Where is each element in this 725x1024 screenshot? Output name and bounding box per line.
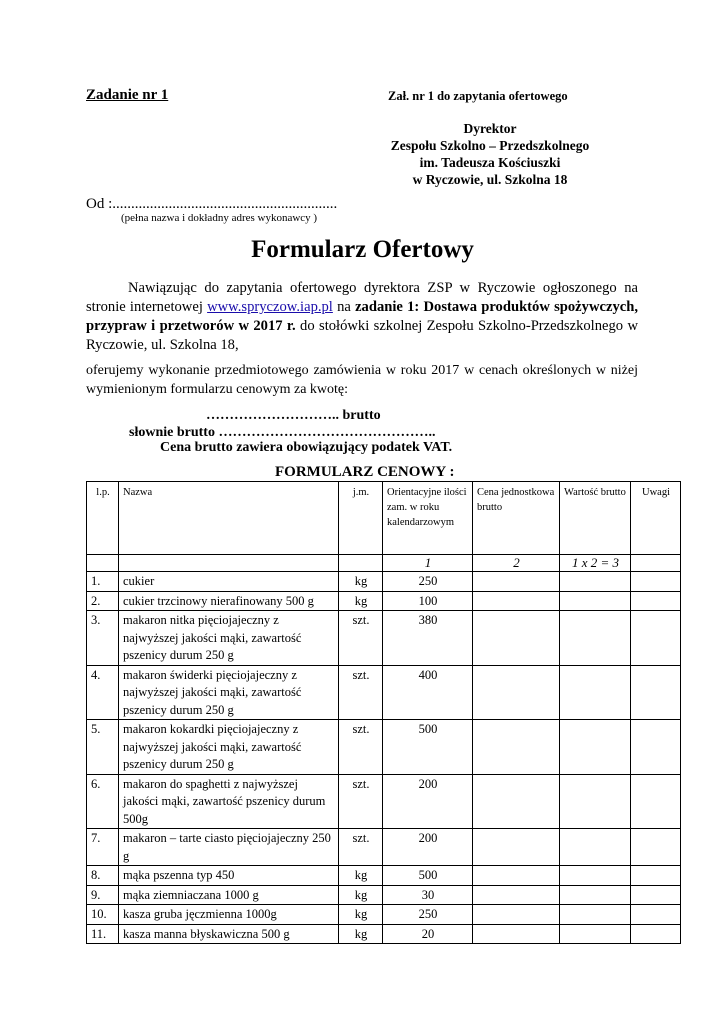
table-row	[87, 774, 681, 829]
amount-brutto: ……………………….. brutto	[206, 408, 381, 423]
row-name: cukier trzcinowy nierafinowany 500 g	[119, 591, 339, 611]
row-notes-input[interactable]	[631, 866, 681, 886]
offer-paragraph: oferujemy wykonanie przedmiotowego zamówienia w roku 2017 w cenach określonych w niżej wymienionym formularzu cenowym za kwotę:	[86, 363, 638, 397]
row-price-input[interactable]	[473, 591, 560, 611]
task-description: zadanie 1: Dostawa produktów spożywczych, przypraw i przetworów w 2017 r.	[86, 299, 638, 334]
row-price-input[interactable]	[473, 774, 560, 829]
row-qty: 20	[383, 924, 473, 944]
row-value-input[interactable]	[560, 665, 631, 720]
row-lp: 10.	[87, 905, 119, 925]
row-value-input[interactable]	[560, 866, 631, 886]
row-lp: 3.	[87, 611, 119, 666]
row-qty: 200	[383, 774, 473, 829]
row-name: makaron nitka pięciojajeczny z najwyższej jakości mąki, zawartość pszenicy durum 250 g	[119, 611, 339, 666]
row-qty: 400	[383, 665, 473, 720]
row-notes-input[interactable]	[631, 924, 681, 944]
from-hint: (pełna nazwa i dokładny adres wykonawcy )	[121, 212, 318, 224]
row-unit: szt.	[339, 774, 383, 829]
row-price-input[interactable]	[473, 924, 560, 944]
page-title: Formularz Ofertowy	[251, 236, 474, 263]
row-value-input[interactable]	[560, 774, 631, 829]
row-name: makaron do spaghetti z najwyższej jakości mąki, zawartość pszenicy durum 500g	[119, 774, 339, 829]
row-name: cukier	[119, 572, 339, 592]
table-row	[87, 905, 681, 925]
index-row	[87, 555, 681, 572]
row-price-input[interactable]	[473, 611, 560, 666]
row-unit: kg	[339, 905, 383, 925]
row-lp: 7.	[87, 829, 119, 866]
recipient-line: im. Tadeusza Kościuszki	[419, 155, 561, 170]
row-unit: kg	[339, 924, 383, 944]
recipient-line: Dyrektor	[463, 121, 517, 136]
header-notes: Uwagi	[631, 482, 681, 555]
table-row	[87, 665, 681, 720]
row-notes-input[interactable]	[631, 720, 681, 775]
header-value: Wartość brutto	[560, 482, 631, 555]
annex-label: Zał. nr 1 do zapytania ofertowego	[388, 89, 568, 103]
index-price: 2	[473, 555, 560, 572]
table-row	[87, 866, 681, 886]
table-row	[87, 924, 681, 944]
row-value-input[interactable]	[560, 572, 631, 592]
row-value-input[interactable]	[560, 924, 631, 944]
row-qty: 380	[383, 611, 473, 666]
table-row	[87, 885, 681, 905]
row-name: makaron kokardki pięciojajeczny z najwyższej jakości mąki, zawartość pszenicy durum 250 g	[119, 720, 339, 775]
task-label: Zadanie nr 1	[86, 87, 169, 103]
intro-text: na	[332, 299, 356, 315]
row-qty: 100	[383, 591, 473, 611]
header-lp: l.p.	[87, 482, 119, 555]
table-row	[87, 829, 681, 866]
row-qty: 500	[383, 720, 473, 775]
row-notes-input[interactable]	[631, 572, 681, 592]
form-title: FORMULARZ CENOWY :	[275, 464, 455, 480]
row-qty: 200	[383, 829, 473, 866]
from-field: Od :............................................................	[86, 196, 338, 212]
row-value-input[interactable]	[560, 591, 631, 611]
row-price-input[interactable]	[473, 885, 560, 905]
index-qty: 1	[383, 555, 473, 572]
row-qty: 250	[383, 905, 473, 925]
row-notes-input[interactable]	[631, 905, 681, 925]
row-notes-input[interactable]	[631, 611, 681, 666]
row-price-input[interactable]	[473, 829, 560, 866]
recipient-line: w Ryczowie, ul. Szkolna 18	[412, 172, 568, 187]
row-value-input[interactable]	[560, 905, 631, 925]
row-lp: 9.	[87, 885, 119, 905]
row-lp: 5.	[87, 720, 119, 775]
row-notes-input[interactable]	[631, 774, 681, 829]
row-lp: 4.	[87, 665, 119, 720]
row-qty: 250	[383, 572, 473, 592]
row-qty: 500	[383, 866, 473, 886]
row-notes-input[interactable]	[631, 885, 681, 905]
row-unit: kg	[339, 572, 383, 592]
header-unit: j.m.	[339, 482, 383, 555]
row-lp: 11.	[87, 924, 119, 944]
row-unit: kg	[339, 885, 383, 905]
table-row	[87, 611, 681, 666]
website-link[interactable]: www.spryczow.iap.pl	[207, 299, 333, 315]
row-lp: 6.	[87, 774, 119, 829]
intro-text: Nawiązując do zapytania ofertowego dyrektora ZSP w Ryczowie ogłoszonego na stronie internetowej	[86, 280, 638, 315]
row-price-input[interactable]	[473, 720, 560, 775]
price-table	[86, 481, 681, 944]
row-unit: szt.	[339, 665, 383, 720]
header-qty: Orientacyjne ilości zam. w roku kalendarzowym	[383, 482, 473, 555]
amount-words: słownie brutto ………………………………………..	[129, 425, 436, 440]
row-name: mąka ziemniaczana 1000 g	[119, 885, 339, 905]
table-row	[87, 720, 681, 775]
index-value: 1 x 2 = 3	[560, 555, 631, 572]
table-row	[87, 572, 681, 592]
row-unit: kg	[339, 866, 383, 886]
row-price-input[interactable]	[473, 905, 560, 925]
row-unit: szt.	[339, 611, 383, 666]
row-price-input[interactable]	[473, 572, 560, 592]
row-unit: szt.	[339, 829, 383, 866]
row-value-input[interactable]	[560, 829, 631, 866]
row-name: makaron świderki pięciojajeczny z najwyższej jakości mąki, zawartość pszenicy durum 250 g	[119, 665, 339, 720]
row-lp: 1.	[87, 572, 119, 592]
header-name: Nazwa	[119, 482, 339, 555]
recipient-block	[380, 120, 600, 188]
header-price: Cena jednostkowa brutto	[473, 482, 560, 555]
intro-text: do stołówki szkolnej Zespołu Szkolno-Przedszkolnego w Ryczowie, ul. Szkolna 18,	[86, 318, 638, 353]
row-price-input[interactable]	[473, 665, 560, 720]
row-notes-input[interactable]	[631, 829, 681, 866]
table-header-row	[87, 482, 681, 555]
row-name: mąka pszenna typ 450	[119, 866, 339, 886]
row-notes-input[interactable]	[631, 665, 681, 720]
row-name: makaron – tarte ciasto pięciojajeczny 250 g	[119, 829, 339, 866]
row-qty: 30	[383, 885, 473, 905]
intro-paragraph	[86, 279, 638, 355]
row-name: kasza manna błyskawiczna 500 g	[119, 924, 339, 944]
row-notes-input[interactable]	[631, 591, 681, 611]
row-value-input[interactable]	[560, 720, 631, 775]
row-value-input[interactable]	[560, 885, 631, 905]
row-name: kasza gruba jęczmienna 1000g	[119, 905, 339, 925]
row-unit: szt.	[339, 720, 383, 775]
row-unit: kg	[339, 591, 383, 611]
table-row	[87, 591, 681, 611]
row-lp: 8.	[87, 866, 119, 886]
vat-note: Cena brutto zawiera obowiązujący podatek VAT.	[160, 440, 453, 455]
row-value-input[interactable]	[560, 611, 631, 666]
row-lp: 2.	[87, 591, 119, 611]
row-price-input[interactable]	[473, 866, 560, 886]
recipient-line: Zespołu Szkolno – Przedszkolnego	[390, 138, 590, 153]
